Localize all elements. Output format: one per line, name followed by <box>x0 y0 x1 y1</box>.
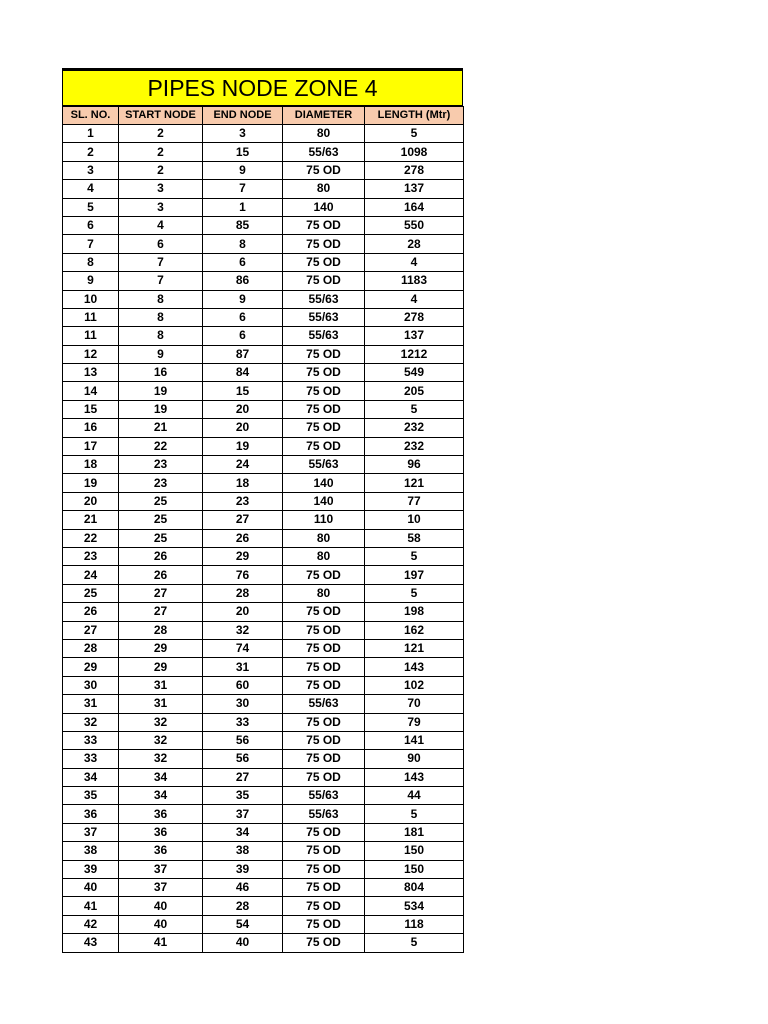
cell-end-node: 35 <box>203 787 283 805</box>
table-row <box>63 161 464 179</box>
cell-end-node: 29 <box>203 547 283 565</box>
cell-sl-no: 23 <box>63 547 119 565</box>
cell-sl-no: 19 <box>63 474 119 492</box>
cell-length: 121 <box>365 639 464 657</box>
cell-diameter: 75 OD <box>283 860 365 878</box>
cell-end-node: 74 <box>203 639 283 657</box>
table-row <box>63 584 464 602</box>
cell-sl-no: 4 <box>63 180 119 198</box>
cell-length: 550 <box>365 216 464 234</box>
cell-sl-no: 7 <box>63 235 119 253</box>
cell-sl-no: 39 <box>63 860 119 878</box>
cell-length: 5 <box>365 125 464 143</box>
header-row <box>63 107 464 125</box>
cell-sl-no: 18 <box>63 456 119 474</box>
cell-diameter: 55/63 <box>283 805 365 823</box>
cell-start-node: 21 <box>119 419 203 437</box>
cell-length: 4 <box>365 290 464 308</box>
cell-end-node: 38 <box>203 842 283 860</box>
cell-sl-no: 41 <box>63 897 119 915</box>
cell-end-node: 23 <box>203 492 283 510</box>
cell-length: 1098 <box>365 143 464 161</box>
cell-start-node: 2 <box>119 125 203 143</box>
cell-diameter: 75 OD <box>283 272 365 290</box>
cell-end-node: 26 <box>203 529 283 547</box>
cell-start-node: 37 <box>119 879 203 897</box>
cell-end-node: 34 <box>203 823 283 841</box>
cell-start-node: 41 <box>119 934 203 952</box>
cell-end-node: 3 <box>203 125 283 143</box>
cell-length: 44 <box>365 787 464 805</box>
table-body <box>63 125 464 953</box>
table-row <box>63 566 464 584</box>
cell-diameter: 75 OD <box>283 713 365 731</box>
cell-end-node: 8 <box>203 235 283 253</box>
cell-sl-no: 42 <box>63 915 119 933</box>
cell-diameter: 75 OD <box>283 161 365 179</box>
cell-diameter: 55/63 <box>283 308 365 326</box>
table-row <box>63 621 464 639</box>
cell-length: 549 <box>365 364 464 382</box>
cell-start-node: 22 <box>119 437 203 455</box>
header-sl-no: SL. NO. <box>63 107 119 125</box>
cell-length: 28 <box>365 235 464 253</box>
cell-diameter: 75 OD <box>283 216 365 234</box>
cell-sl-no: 15 <box>63 400 119 418</box>
cell-end-node: 9 <box>203 161 283 179</box>
table-row <box>63 125 464 143</box>
cell-end-node: 84 <box>203 364 283 382</box>
cell-length: 197 <box>365 566 464 584</box>
cell-start-node: 26 <box>119 566 203 584</box>
table-row <box>63 235 464 253</box>
cell-end-node: 1 <box>203 198 283 216</box>
cell-diameter: 80 <box>283 125 365 143</box>
cell-sl-no: 9 <box>63 272 119 290</box>
cell-sl-no: 43 <box>63 934 119 952</box>
cell-diameter: 75 OD <box>283 658 365 676</box>
table-row <box>63 934 464 952</box>
table-row <box>63 805 464 823</box>
cell-start-node: 32 <box>119 713 203 731</box>
table-row <box>63 272 464 290</box>
cell-start-node: 7 <box>119 253 203 271</box>
cell-start-node: 2 <box>119 161 203 179</box>
cell-diameter: 140 <box>283 198 365 216</box>
cell-length: 96 <box>365 456 464 474</box>
cell-start-node: 27 <box>119 584 203 602</box>
cell-diameter: 75 OD <box>283 915 365 933</box>
cell-diameter: 75 OD <box>283 879 365 897</box>
cell-diameter: 75 OD <box>283 382 365 400</box>
cell-end-node: 27 <box>203 768 283 786</box>
cell-end-node: 31 <box>203 658 283 676</box>
cell-sl-no: 26 <box>63 603 119 621</box>
cell-sl-no: 10 <box>63 290 119 308</box>
cell-diameter: 55/63 <box>283 290 365 308</box>
cell-length: 4 <box>365 253 464 271</box>
cell-start-node: 8 <box>119 308 203 326</box>
cell-length: 181 <box>365 823 464 841</box>
cell-sl-no: 33 <box>63 731 119 749</box>
table-row <box>63 400 464 418</box>
pipes-table <box>62 106 464 953</box>
cell-sl-no: 8 <box>63 253 119 271</box>
cell-diameter: 75 OD <box>283 345 365 363</box>
cell-length: 121 <box>365 474 464 492</box>
cell-length: 150 <box>365 860 464 878</box>
cell-length: 77 <box>365 492 464 510</box>
cell-diameter: 75 OD <box>283 621 365 639</box>
cell-sl-no: 3 <box>63 161 119 179</box>
cell-start-node: 26 <box>119 547 203 565</box>
table-row <box>63 345 464 363</box>
cell-start-node: 34 <box>119 787 203 805</box>
table-row <box>63 529 464 547</box>
cell-sl-no: 24 <box>63 566 119 584</box>
cell-start-node: 36 <box>119 805 203 823</box>
table-row <box>63 731 464 749</box>
cell-start-node: 29 <box>119 639 203 657</box>
cell-length: 90 <box>365 750 464 768</box>
cell-diameter: 55/63 <box>283 327 365 345</box>
table-row <box>63 787 464 805</box>
cell-diameter: 75 OD <box>283 934 365 952</box>
cell-sl-no: 20 <box>63 492 119 510</box>
cell-end-node: 85 <box>203 216 283 234</box>
cell-end-node: 56 <box>203 731 283 749</box>
cell-sl-no: 5 <box>63 198 119 216</box>
cell-start-node: 2 <box>119 143 203 161</box>
cell-diameter: 55/63 <box>283 787 365 805</box>
cell-sl-no: 29 <box>63 658 119 676</box>
cell-length: 164 <box>365 198 464 216</box>
pipes-sheet <box>62 68 463 953</box>
table-row <box>63 842 464 860</box>
cell-sl-no: 11 <box>63 327 119 345</box>
cell-sl-no: 13 <box>63 364 119 382</box>
cell-diameter: 80 <box>283 547 365 565</box>
header-end-node: END NODE <box>203 107 283 125</box>
cell-length: 118 <box>365 915 464 933</box>
cell-start-node: 27 <box>119 603 203 621</box>
table-row <box>63 437 464 455</box>
table-row <box>63 474 464 492</box>
cell-end-node: 20 <box>203 603 283 621</box>
cell-length: 278 <box>365 308 464 326</box>
cell-diameter: 75 OD <box>283 253 365 271</box>
cell-start-node: 31 <box>119 676 203 694</box>
table-row <box>63 603 464 621</box>
table-row <box>63 216 464 234</box>
table-row <box>63 823 464 841</box>
cell-diameter: 75 OD <box>283 400 365 418</box>
cell-start-node: 19 <box>119 382 203 400</box>
cell-start-node: 9 <box>119 345 203 363</box>
cell-sl-no: 22 <box>63 529 119 547</box>
cell-start-node: 32 <box>119 731 203 749</box>
sheet-title: PIPES NODE ZONE 4 <box>62 68 463 106</box>
cell-start-node: 16 <box>119 364 203 382</box>
cell-length: 5 <box>365 934 464 952</box>
cell-start-node: 37 <box>119 860 203 878</box>
table-row <box>63 860 464 878</box>
cell-diameter: 55/63 <box>283 143 365 161</box>
table-row <box>63 915 464 933</box>
cell-diameter: 75 OD <box>283 437 365 455</box>
cell-diameter: 75 OD <box>283 897 365 915</box>
cell-start-node: 40 <box>119 897 203 915</box>
cell-end-node: 27 <box>203 511 283 529</box>
cell-diameter: 75 OD <box>283 235 365 253</box>
cell-sl-no: 12 <box>63 345 119 363</box>
cell-start-node: 23 <box>119 456 203 474</box>
cell-end-node: 40 <box>203 934 283 952</box>
cell-end-node: 87 <box>203 345 283 363</box>
table-row <box>63 547 464 565</box>
cell-end-node: 6 <box>203 327 283 345</box>
cell-length: 5 <box>365 805 464 823</box>
cell-sl-no: 38 <box>63 842 119 860</box>
cell-end-node: 6 <box>203 308 283 326</box>
cell-sl-no: 1 <box>63 125 119 143</box>
cell-end-node: 15 <box>203 382 283 400</box>
cell-start-node: 7 <box>119 272 203 290</box>
cell-end-node: 76 <box>203 566 283 584</box>
cell-sl-no: 33 <box>63 750 119 768</box>
cell-start-node: 4 <box>119 216 203 234</box>
header-start-node: START NODE <box>119 107 203 125</box>
cell-start-node: 28 <box>119 621 203 639</box>
cell-length: 278 <box>365 161 464 179</box>
table-row <box>63 897 464 915</box>
cell-start-node: 23 <box>119 474 203 492</box>
cell-end-node: 24 <box>203 456 283 474</box>
table-row <box>63 879 464 897</box>
table-row <box>63 639 464 657</box>
cell-end-node: 19 <box>203 437 283 455</box>
cell-start-node: 31 <box>119 695 203 713</box>
cell-sl-no: 31 <box>63 695 119 713</box>
cell-sl-no: 27 <box>63 621 119 639</box>
table-row <box>63 695 464 713</box>
table-row <box>63 750 464 768</box>
cell-length: 1212 <box>365 345 464 363</box>
table-row <box>63 290 464 308</box>
header-diameter: DIAMETER <box>283 107 365 125</box>
cell-end-node: 9 <box>203 290 283 308</box>
cell-end-node: 15 <box>203 143 283 161</box>
table-row <box>63 308 464 326</box>
cell-sl-no: 11 <box>63 308 119 326</box>
cell-sl-no: 2 <box>63 143 119 161</box>
cell-diameter: 140 <box>283 492 365 510</box>
cell-sl-no: 35 <box>63 787 119 805</box>
cell-start-node: 19 <box>119 400 203 418</box>
cell-start-node: 3 <box>119 180 203 198</box>
cell-end-node: 46 <box>203 879 283 897</box>
table-row <box>63 382 464 400</box>
cell-length: 232 <box>365 437 464 455</box>
cell-length: 1183 <box>365 272 464 290</box>
cell-sl-no: 16 <box>63 419 119 437</box>
cell-end-node: 20 <box>203 400 283 418</box>
cell-start-node: 36 <box>119 823 203 841</box>
cell-diameter: 75 OD <box>283 768 365 786</box>
table-row <box>63 364 464 382</box>
cell-length: 70 <box>365 695 464 713</box>
cell-length: 141 <box>365 731 464 749</box>
cell-start-node: 25 <box>119 511 203 529</box>
cell-length: 150 <box>365 842 464 860</box>
cell-length: 205 <box>365 382 464 400</box>
table-row <box>63 198 464 216</box>
cell-start-node: 32 <box>119 750 203 768</box>
cell-end-node: 28 <box>203 584 283 602</box>
table-row <box>63 713 464 731</box>
cell-length: 58 <box>365 529 464 547</box>
cell-start-node: 8 <box>119 327 203 345</box>
cell-end-node: 39 <box>203 860 283 878</box>
cell-end-node: 56 <box>203 750 283 768</box>
cell-start-node: 40 <box>119 915 203 933</box>
cell-start-node: 3 <box>119 198 203 216</box>
cell-diameter: 75 OD <box>283 750 365 768</box>
cell-diameter: 75 OD <box>283 823 365 841</box>
cell-sl-no: 21 <box>63 511 119 529</box>
cell-start-node: 29 <box>119 658 203 676</box>
cell-diameter: 75 OD <box>283 419 365 437</box>
header-length: LENGTH (Mtr) <box>365 107 464 125</box>
table-row <box>63 676 464 694</box>
cell-length: 232 <box>365 419 464 437</box>
cell-start-node: 6 <box>119 235 203 253</box>
cell-length: 137 <box>365 327 464 345</box>
cell-end-node: 32 <box>203 621 283 639</box>
cell-sl-no: 34 <box>63 768 119 786</box>
cell-diameter: 75 OD <box>283 842 365 860</box>
table-row <box>63 327 464 345</box>
cell-length: 5 <box>365 584 464 602</box>
cell-diameter: 80 <box>283 529 365 547</box>
cell-diameter: 75 OD <box>283 676 365 694</box>
cell-diameter: 55/63 <box>283 456 365 474</box>
cell-diameter: 110 <box>283 511 365 529</box>
cell-sl-no: 32 <box>63 713 119 731</box>
table-row <box>63 492 464 510</box>
cell-sl-no: 37 <box>63 823 119 841</box>
cell-end-node: 30 <box>203 695 283 713</box>
cell-length: 102 <box>365 676 464 694</box>
cell-sl-no: 6 <box>63 216 119 234</box>
cell-sl-no: 28 <box>63 639 119 657</box>
cell-sl-no: 30 <box>63 676 119 694</box>
cell-sl-no: 25 <box>63 584 119 602</box>
cell-diameter: 80 <box>283 584 365 602</box>
cell-start-node: 34 <box>119 768 203 786</box>
cell-end-node: 54 <box>203 915 283 933</box>
cell-length: 143 <box>365 658 464 676</box>
cell-diameter: 75 OD <box>283 364 365 382</box>
cell-start-node: 36 <box>119 842 203 860</box>
cell-diameter: 75 OD <box>283 566 365 584</box>
cell-length: 162 <box>365 621 464 639</box>
cell-sl-no: 36 <box>63 805 119 823</box>
cell-length: 10 <box>365 511 464 529</box>
cell-diameter: 55/63 <box>283 695 365 713</box>
cell-end-node: 7 <box>203 180 283 198</box>
cell-end-node: 20 <box>203 419 283 437</box>
cell-length: 5 <box>365 400 464 418</box>
cell-end-node: 60 <box>203 676 283 694</box>
cell-length: 198 <box>365 603 464 621</box>
cell-start-node: 25 <box>119 492 203 510</box>
cell-length: 137 <box>365 180 464 198</box>
cell-length: 804 <box>365 879 464 897</box>
table-row <box>63 768 464 786</box>
cell-length: 79 <box>365 713 464 731</box>
cell-end-node: 28 <box>203 897 283 915</box>
cell-start-node: 25 <box>119 529 203 547</box>
cell-end-node: 18 <box>203 474 283 492</box>
cell-sl-no: 17 <box>63 437 119 455</box>
cell-diameter: 140 <box>283 474 365 492</box>
cell-end-node: 37 <box>203 805 283 823</box>
cell-sl-no: 40 <box>63 879 119 897</box>
cell-sl-no: 14 <box>63 382 119 400</box>
cell-end-node: 6 <box>203 253 283 271</box>
cell-end-node: 86 <box>203 272 283 290</box>
cell-diameter: 75 OD <box>283 603 365 621</box>
cell-end-node: 33 <box>203 713 283 731</box>
cell-start-node: 8 <box>119 290 203 308</box>
table-row <box>63 511 464 529</box>
table-row <box>63 180 464 198</box>
cell-length: 143 <box>365 768 464 786</box>
cell-diameter: 75 OD <box>283 639 365 657</box>
cell-diameter: 80 <box>283 180 365 198</box>
table-row <box>63 253 464 271</box>
table-row <box>63 658 464 676</box>
table-row <box>63 143 464 161</box>
table-row <box>63 456 464 474</box>
cell-length: 5 <box>365 547 464 565</box>
table-row <box>63 419 464 437</box>
cell-length: 534 <box>365 897 464 915</box>
cell-diameter: 75 OD <box>283 731 365 749</box>
